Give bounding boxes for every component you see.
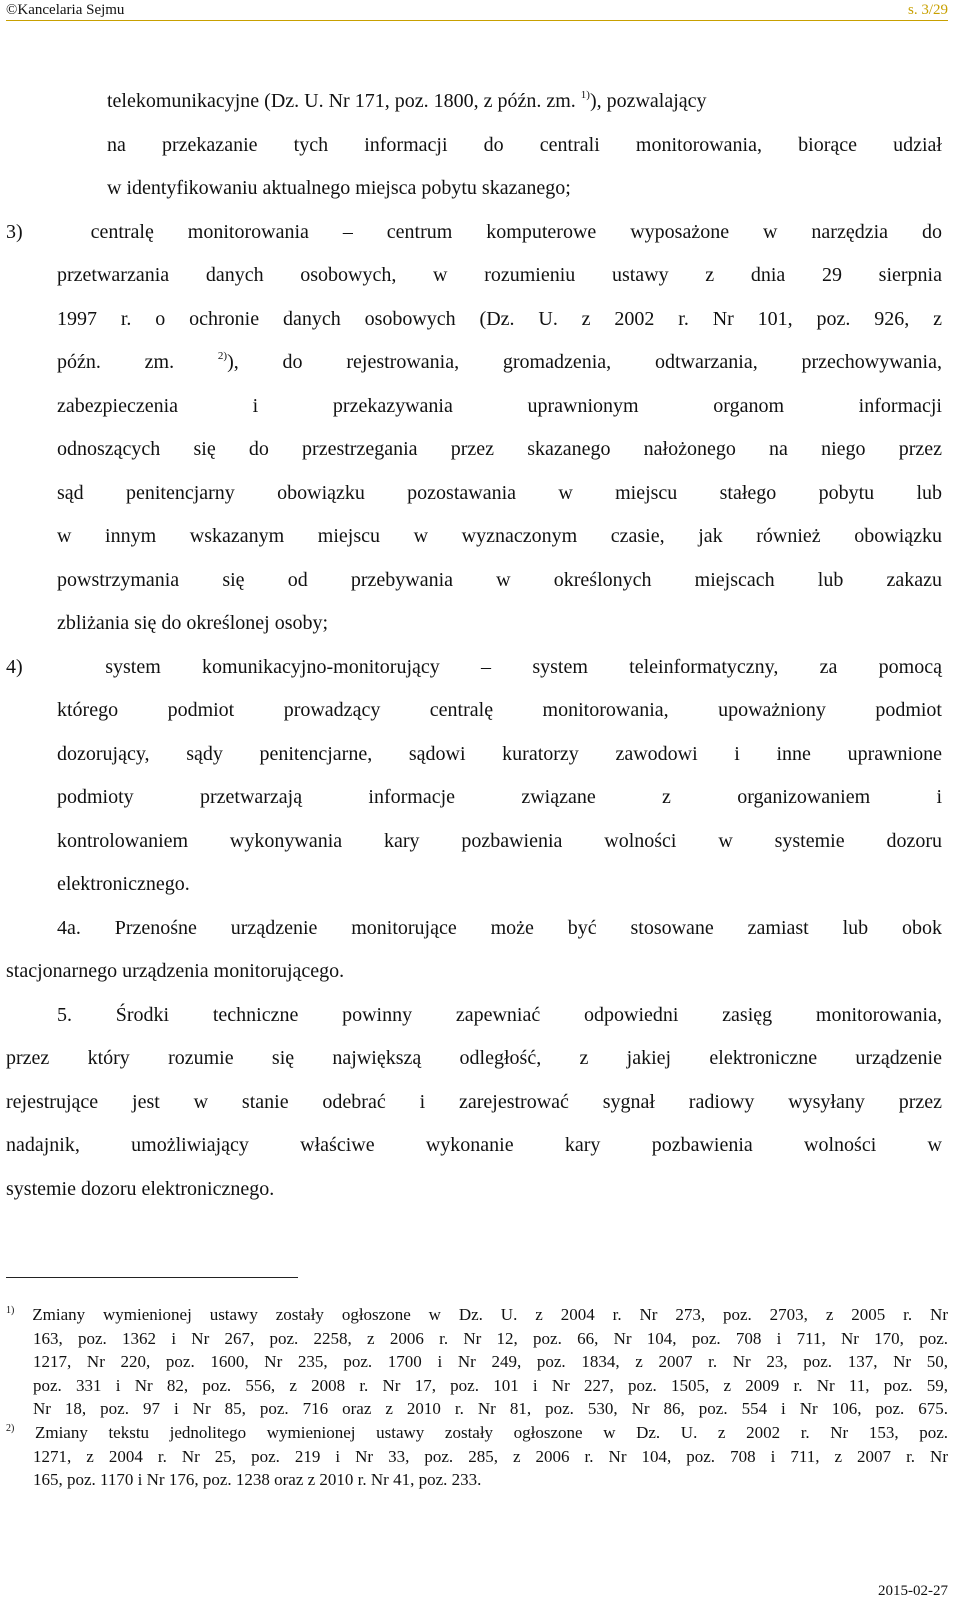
body-text: telekomunikacyjne (Dz. U. Nr 171, poz. 1800, z późn. zm. <box>107 90 581 112</box>
header-rule <box>6 20 948 21</box>
body-text: którego podmiot prowadzący centralę monitorowania, upoważniony podmiot <box>57 699 942 721</box>
page-number: s. 3/29 <box>907 2 948 18</box>
body-line <box>0 733 960 777</box>
copyright-notice: ©Kancelaria Sejmu <box>6 2 125 18</box>
body-text: przetwarzania danych osobowych, w rozumieniu ustawy z dnia 29 sierpnia <box>57 264 942 286</box>
footnote-text: Nr 18, poz. 97 i Nr 85, poz. 716 oraz z 2010 r. Nr 81, poz. 530, Nr 86, poz. 554 i Nr 106, poz. 675. <box>33 1399 948 1419</box>
footnote-text: Zmiany tekstu jednolitego wymienionej ustawy zostały ogłoszone w Dz. U. z 2002 r. Nr 153, poz. <box>14 1422 948 1442</box>
footnote-line <box>0 1445 960 1469</box>
body-line <box>0 689 960 733</box>
body-text: 1997 r. o ochronie danych osobowych (Dz. U. z 2002 r. Nr 101, poz. 926, z <box>57 307 942 330</box>
body-text: na przekazanie tych informacji do centrali monitorowania, biorące udział <box>107 133 942 156</box>
body-line <box>0 124 960 168</box>
body-text-continued: ), pozwalający <box>589 90 707 112</box>
body-line <box>0 341 960 385</box>
footnote-line <box>0 1468 960 1492</box>
body-text: stacjonarnego urządzenia monitorującego. <box>6 960 345 982</box>
body-text: powstrzymania się od przebywania w określonych miejscach lub zakazu <box>57 568 942 591</box>
document-date: 2015-02-27 <box>878 1583 948 1599</box>
body-text: nadajnik, umożliwiający właściwe wykonanie kary pozbawienia wolności w <box>6 1134 942 1156</box>
footnotes <box>0 1303 960 1492</box>
footnote-reference: 1) <box>580 89 590 101</box>
body-text: dozorujący, sądy penitencjarne, sądowi kuratorzy zawodowi i inne uprawnione <box>57 742 942 765</box>
body-line <box>0 298 960 342</box>
body-text: podmioty przetwarzają informacje związane z organizowaniem i <box>57 786 942 808</box>
body-text: 4a. Przenośne urządzenie monitorujące może być stosowane zamiast lub obok <box>57 916 942 939</box>
body-text: zbliżania się do określonej osoby; <box>57 612 329 634</box>
footnote-line <box>0 1421 960 1445</box>
body-text: zabezpieczenia i przekazywania uprawnionym organom informacji <box>57 394 942 417</box>
footnote-reference: 2) <box>217 350 228 362</box>
footnote-line <box>0 1327 960 1351</box>
body-text: odnoszących się do przestrzegania przez skazanego nałożonego na niego przez <box>57 438 942 460</box>
page-header <box>0 0 960 22</box>
body-line <box>0 950 960 994</box>
body-line <box>0 776 960 820</box>
footnote-text: Zmiany wymienionej ustawy zostały ogłoszone w Dz. U. z 2004 r. Nr 273, poz. 2703, z 2005 r. Nr <box>14 1305 948 1324</box>
body-line <box>0 167 960 211</box>
body-line <box>0 428 960 472</box>
body-text: kontrolowaniem wykonywania kary pozbawienia wolności w systemie dozoru <box>57 829 942 852</box>
footnote-text: 1271, z 2004 r. Nr 25, poz. 219 i Nr 33, poz. 285, z 2006 r. Nr 104, poz. 708 i 711, z 2007 r. Nr <box>33 1446 948 1466</box>
body-line <box>0 472 960 516</box>
body-line <box>0 515 960 559</box>
body-line <box>0 1037 960 1081</box>
body-line <box>0 80 960 124</box>
body-line <box>0 646 960 690</box>
body-text: późn. zm. <box>57 351 218 373</box>
footnote-line <box>0 1374 960 1398</box>
body-line <box>0 559 960 603</box>
body-text: w innym wskazanym miejscu w wyznaczonym czasie, jak również obowiązku <box>57 525 942 547</box>
body-text: sąd penitencjarny obowiązku pozostawania w miejscu stałego pobytu lub <box>57 481 942 504</box>
body-line <box>0 1124 960 1168</box>
body-text: 5. Środki techniczne powinny zapewniać odpowiedni zasięg monitorowania, <box>57 1003 942 1026</box>
footnote-marker: 1) <box>6 1305 15 1316</box>
footnote-marker: 2) <box>6 1422 15 1434</box>
footnote-text: 1217, Nr 220, poz. 1600, Nr 235, poz. 1700 i Nr 249, poz. 1834, z 2007 r. Nr 23, poz. 137, Nr 50, <box>33 1352 948 1372</box>
body-line <box>0 254 960 298</box>
main-text <box>0 80 960 1211</box>
body-line <box>0 994 960 1038</box>
body-line <box>0 820 960 864</box>
body-line <box>0 385 960 429</box>
footnote-separator <box>6 1277 298 1278</box>
footnote-text: 165, poz. 1170 i Nr 176, poz. 1238 oraz z 2010 r. Nr 41, poz. 233. <box>33 1470 482 1490</box>
footnote-text: 163, poz. 1362 i Nr 267, poz. 2258, z 2006 r. Nr 12, poz. 66, Nr 104, poz. 708 i 711, Nr 170, poz. <box>33 1328 948 1348</box>
body-text: elektronicznego. <box>57 873 190 895</box>
body-line <box>0 1081 960 1125</box>
body-line <box>0 602 960 646</box>
body-text: rejestrujące jest w stanie odebrać i zarejestrować sygnał radiowy wysyłany przez <box>6 1090 942 1113</box>
footnote-line <box>0 1350 960 1374</box>
footnote-text: poz. 331 i Nr 82, poz. 556, z 2008 r. Nr 17, poz. 101 i Nr 227, poz. 1505, z 2009 r. Nr 11, poz. 59, <box>33 1375 948 1395</box>
body-text: 4) system komunikacyjno-monitorujący – system teleinformatyczny, za pomocą <box>6 655 942 678</box>
footnote-line <box>0 1397 960 1421</box>
body-line <box>0 211 960 255</box>
body-line <box>0 907 960 951</box>
body-text: w identyfikowaniu aktualnego miejsca pobytu skazanego; <box>107 177 571 199</box>
body-line <box>0 863 960 907</box>
footnote-line <box>0 1303 960 1327</box>
body-line <box>0 1168 960 1212</box>
body-text: przez który rozumie się największą odległość, z jakiej elektroniczne urządzenie <box>6 1047 942 1069</box>
body-text-continued: ), do rejestrowania, gromadzenia, odtwarzania, przechowywania, <box>227 351 942 373</box>
body-text: 3) centralę monitorowania – centrum komputerowe wyposażone w narzędzia do <box>6 220 942 243</box>
body-text: systemie dozoru elektronicznego. <box>6 1177 275 1200</box>
